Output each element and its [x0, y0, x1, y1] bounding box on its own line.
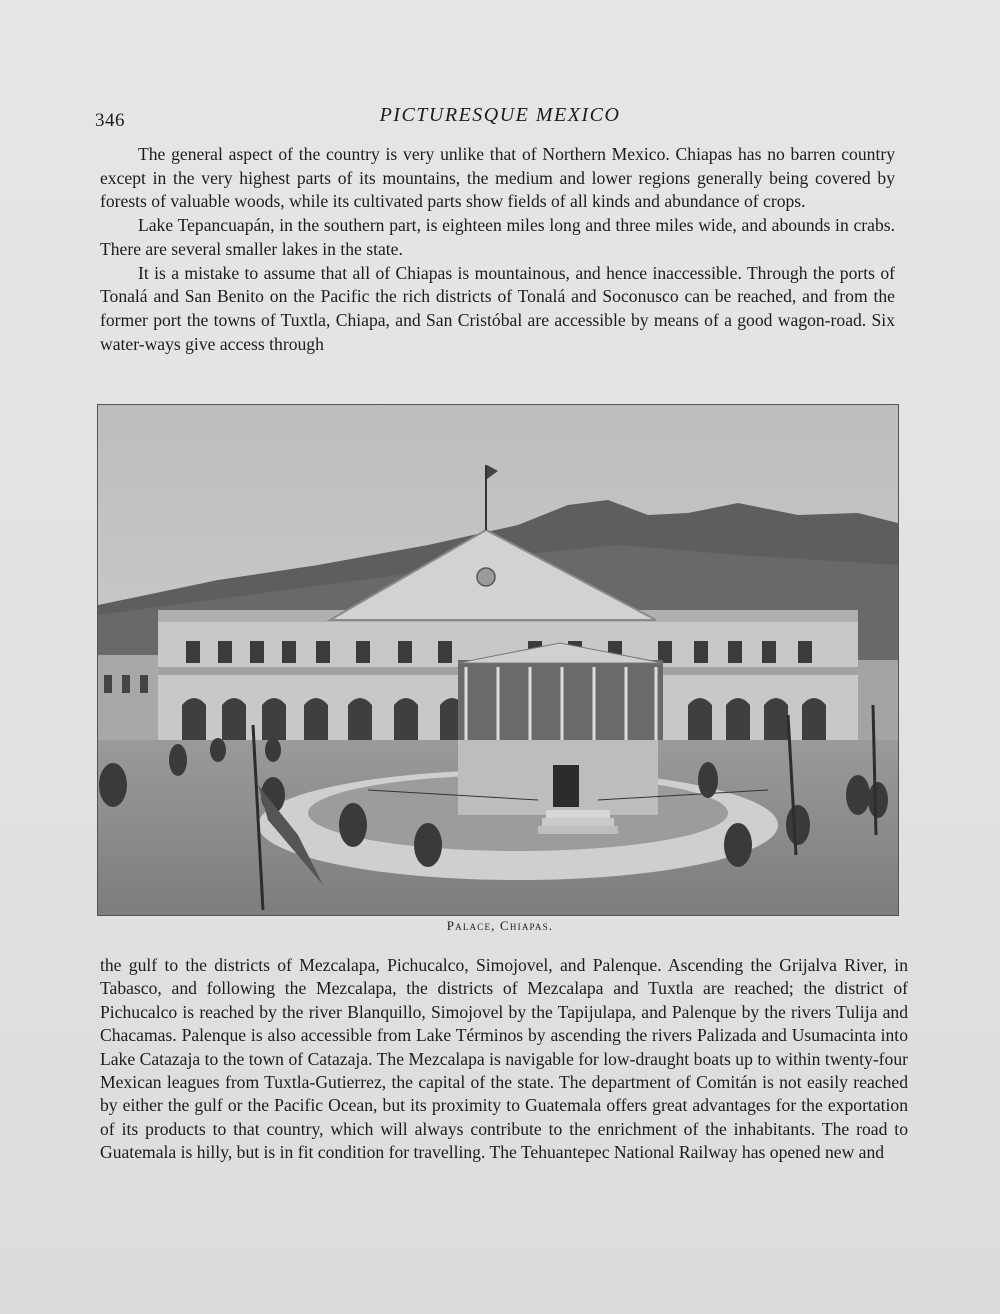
paragraph: The general aspect of the country is very unlike that of Northern Mexico. Chiapas has no barren country except in the very highest parts of its mountains, the medium and lower regions generally being covered by forests of valuable woods, while its cultivated parts show fields of all kinds and abundance of crops.: [100, 144, 895, 212]
body-text-bottom: [100, 954, 908, 1165]
running-title: PICTURESQUE MEXICO: [379, 104, 621, 126]
figure-caption: [0, 918, 1000, 934]
paragraph: Lake Tepancuapán, in the southern part, is eighteen miles long and three miles wide, and abounds in crabs. There are several smaller lakes in the state.: [100, 215, 895, 259]
page-number: 346: [95, 110, 125, 131]
paragraph: It is a mistake to assume that all of Chiapas is mountainous, and hence inaccessible. Through the ports of Tonalá and San Benito on the Pacific the rich districts of Tonalá and Soconusco can be reached, and from the former port the towns of Tuxtla, Chiapa, and San Cristóbal are accessible by means of a good wagon-road. Six water-ways give access through: [100, 262, 895, 354]
palace-photograph: [97, 404, 899, 916]
figure-caption-text: Palace, Chiapas.: [446, 918, 554, 933]
paragraph: the gulf to the districts of Mezcalapa, Pichucalco, Simojovel, and Palenque. Ascending the Grijalva River, in Tabasco, and following the Mezcalapa, the districts of Mezcalapa and Tuxtla are reached; the district of Pichucalco is reached by the river Blanquillo, Simojovel by the Tapijulapa, and Palenque by the rivers Tulija and Chacamas. Palenque is also accessible from Lake Términos by ascending the rivers Palizada and Usumacinta into Lake Catazaja to the town of Catazaja. The Mezcalapa is navigable for low-draught boats up to within twenty-four Mexican leagues from Tuxtla-Gutierrez, the capital of the state. The department of Comitán is not easily reached by either the gulf or the Pacific Ocean, but its proximity to Guatemala offers great advantages for the exportation of its products to that country, which will always contribute to the enrichment of the inhabitants. The road to Guatemala is hilly, but is in fit condition for travelling. The Tehuantepec National Railway has opened new and: [100, 955, 908, 1163]
body-text-top: [100, 143, 895, 356]
